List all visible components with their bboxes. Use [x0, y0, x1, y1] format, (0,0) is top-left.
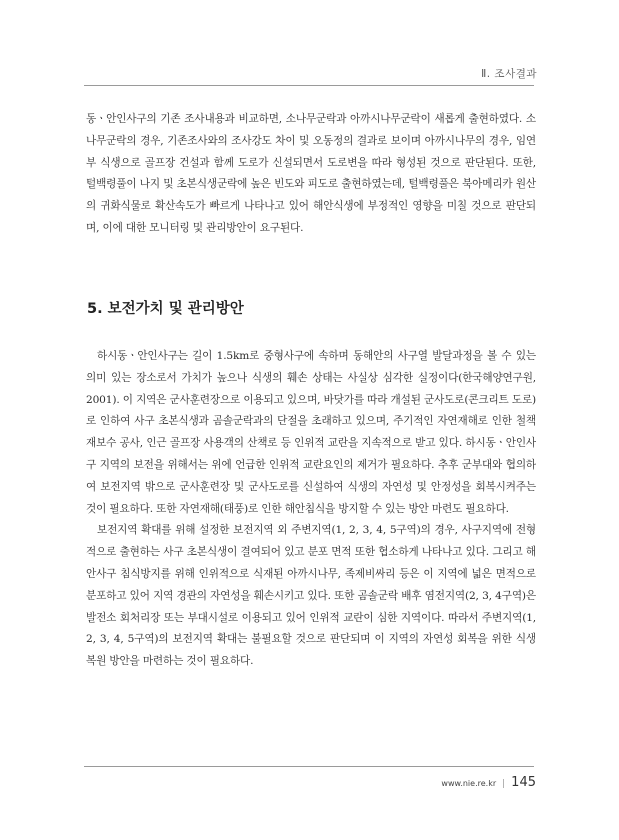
page-footer: [441, 775, 536, 790]
section-paragraph: 하시동ㆍ안인사구는 길이 1.5km로 중형사구에 속하며 동해안의 사구열 발달과정을 볼 수 있는 의미 있는 장소로서 가치가 높으나 식생의 훼손 상태는 사실상 심각한 실정이다(한국해양연구원, 2001). 이 지역은 군사훈련장으로 이용되고 있으며, 바닷가를 따라 개설된 군사도로(콘크리트 도로)로 인하여 사구 초본식생과 곰솔군락과의 단절을 초래하고 있으며, 주기적인 자연재해로 인한 철책 재보수 공사, 인근 골프장 사용객의 산책로 등 인위적 교란을 지속적으로 받고 있다. 하시동ㆍ안인사구 지역의 보전을 위해서는 위에 언급한 인위적 교란요인의 제거가 필요하다. 추후 군부대와 협의하여 보전지역 밖으로 군사훈련장 및 군사도로를 신설하여 식생의 자연성 및 안정성을 회복시켜주는 것이 필요하다. 또한 자연재해(태풍)로 인한 해안침식을 방지할 수 있는 방안 마련도 필요하다.: [86, 350, 537, 515]
footer-separator: |: [502, 779, 506, 789]
section-paragraph: 보전지역 확대를 위해 설정한 보전지역 외 주변지역(1, 2, 3, 4, 5구역)의 경우, 사구지역에 전형적으로 출현하는 사구 초본식생이 결여되어 있고 분포 면적 또한 협소하게 나타나고 있다. 그리고 해안사구 침식방지를 위해 인위적으로 식재된 아까시나무, 족제비싸리 등은 이 지역에 넓은 면적으로 분포하고 있어 지역 경관의 자연성을 훼손시키고 있다. 또한 곰솔군락 배후 염전지역(2, 3, 4구역)은 발전소 회처리장 또는 부대시설로 이용되고 있어 인위적 교란이 심한 지역이다. 따라서 주변지역(1, 2, 3, 4, 5구역)의 보전지역 확대는 불필요할 것으로 판단되며 이 지역의 자연성 회복을 위한 식생 복원 방안을 마련하는 것이 필요하다.: [86, 524, 536, 668]
footer-divider: [84, 766, 534, 767]
section-label: Ⅱ. 조사결과: [481, 68, 537, 80]
page-number: 145: [511, 775, 536, 790]
intro-paragraph: 동ㆍ안인사구의 기존 조사내용과 비교하면, 소나무군락과 아까시나무군락이 새롭게 출현하였다. 소나무군락의 경우, 기존조사와의 조사강도 차이 및 오동정의 결과로 보이며 아까시나무의 경우, 임연부 식생으로 골프장 건설과 함께 도로가 신설되면서 도로변을 따라 형성된 것으로 판단된다. 또한, 털백령풀이 나지 및 초본식생군락에 높은 빈도와 피도로 출현하였는데, 털백령풀은 북아메리카 원산의 귀화식물로 확산속도가 빠르게 나타나고 있어 해안식생에 부정적인 영향을 미칠 것으로 판단되며, 이에 대한 모니터링 및 관리방안이 요구된다.: [86, 113, 536, 234]
footer-url[interactable]: www.nie.re.kr: [441, 779, 497, 788]
intro-paragraph-block: [86, 109, 536, 240]
header-divider: [84, 85, 534, 86]
section-body: [86, 346, 536, 673]
section-heading: 5. 보전가치 및 관리방안: [87, 301, 244, 317]
